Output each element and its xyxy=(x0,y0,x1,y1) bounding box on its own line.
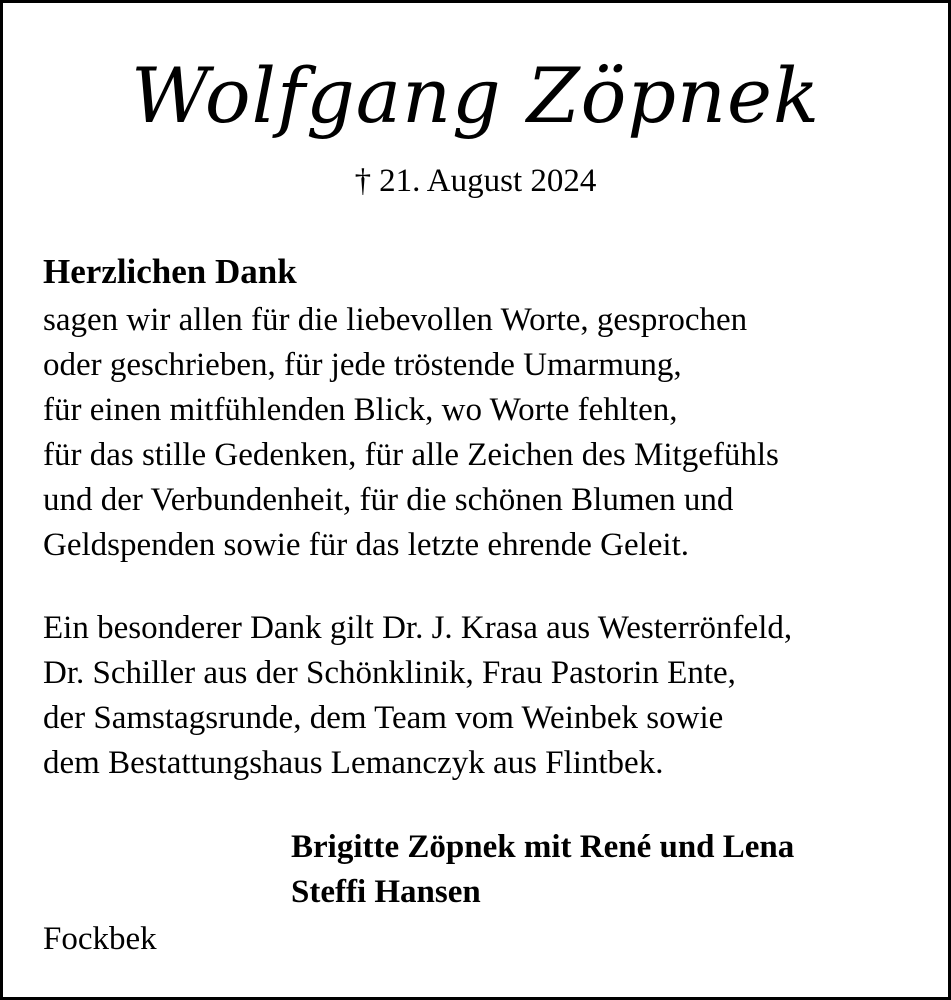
paragraph-line: und der Verbundenheit, für die schönen Blumen und xyxy=(43,482,734,518)
paragraph-line: dem Bestattungshaus Lemanczyk aus Flintbek. xyxy=(43,745,664,781)
thanks-paragraph xyxy=(43,298,779,568)
paragraph-line: oder geschrieben, für jede tröstende Umarmung, xyxy=(43,347,682,383)
death-date: 21. August 2024 xyxy=(379,163,597,199)
signature-line: Steffi Hansen xyxy=(291,874,481,910)
paragraph-line: für das stille Gedenken, für alle Zeichen des Mitgefühls xyxy=(43,437,779,473)
paragraph-line: Geldspenden sowie für das letzte ehrende Geleit. xyxy=(43,527,689,563)
special-thanks-paragraph xyxy=(43,606,792,786)
place-name: Fockbek xyxy=(43,921,157,957)
paragraph-line: sagen wir allen für die liebevollen Worte, gesprochen xyxy=(43,302,748,338)
death-date-line xyxy=(3,159,948,203)
paragraph-line: Dr. Schiller aus der Schönklinik, Frau Pastorin Ente, xyxy=(43,655,736,691)
thanks-heading: Herzlichen Dank xyxy=(43,252,297,291)
paragraph-line: für einen mitfühlenden Blick, wo Worte fehlten, xyxy=(43,392,678,428)
paragraph-line: der Samstagsrunde, dem Team vom Weinbek sowie xyxy=(43,700,724,736)
paragraph-line: Ein besonderer Dank gilt Dr. J. Krasa aus Westerrönfeld, xyxy=(43,610,793,646)
deceased-name: Wolfgang Zöpnek xyxy=(130,51,821,140)
signatures xyxy=(291,825,794,915)
signature-line: Brigitte Zöpnek mit René und Lena xyxy=(291,829,795,865)
cross-icon: † xyxy=(354,163,372,199)
